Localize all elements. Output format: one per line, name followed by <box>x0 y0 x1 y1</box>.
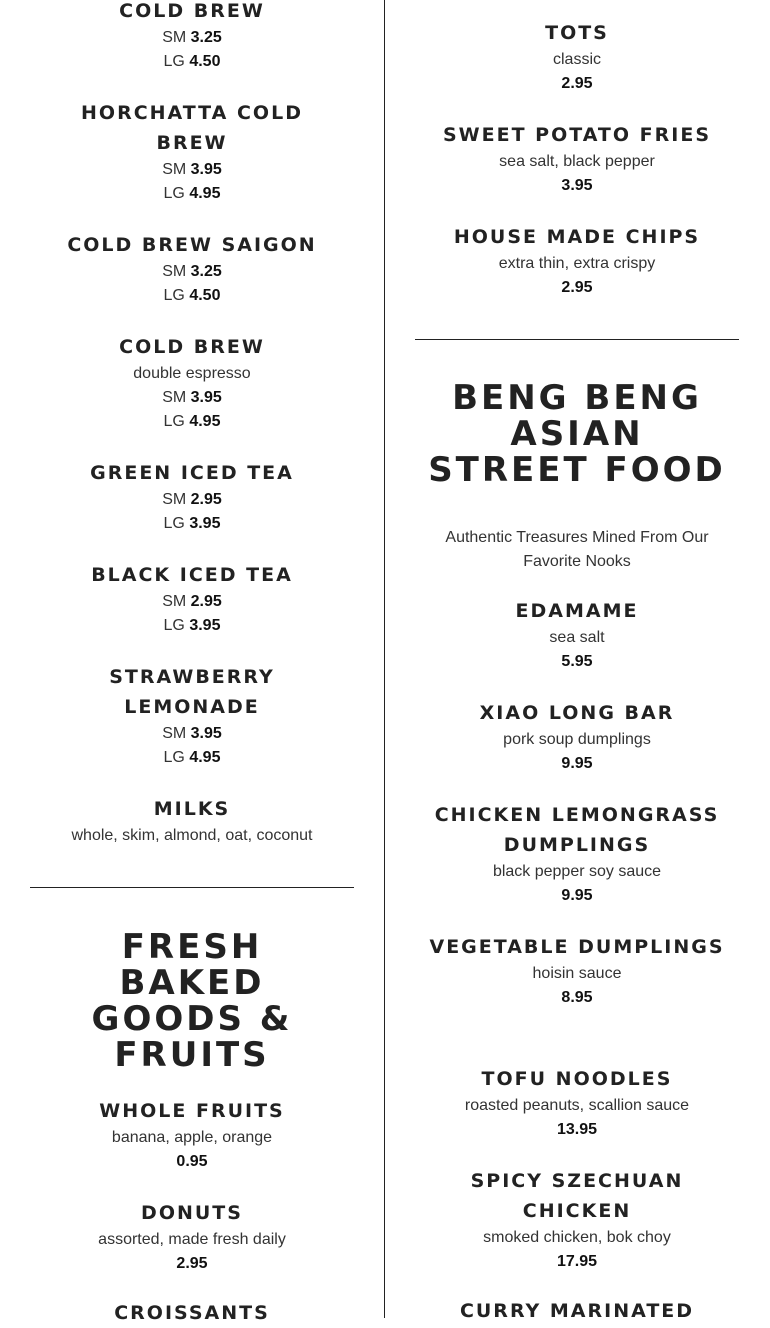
column-divider <box>384 0 385 1318</box>
size-price-row <box>30 410 354 434</box>
price-value: 17.95 <box>556 1253 598 1270</box>
size-label: LG <box>163 287 190 304</box>
menu-item <box>415 120 739 198</box>
menu-item <box>415 698 739 776</box>
menu-item <box>415 222 739 300</box>
size-price-row <box>30 590 354 614</box>
menu-item <box>30 560 354 638</box>
menu-item <box>415 1296 739 1326</box>
item-description: classic <box>552 51 601 68</box>
item-name: CURRY MARINATED <box>459 1300 695 1322</box>
item-name: XIAO LONG BAR <box>479 702 675 724</box>
item-name: HOUSE MADE CHIPS <box>453 226 701 248</box>
size-label: LG <box>163 53 190 70</box>
item-description: extra thin, extra crispy <box>498 255 656 272</box>
price <box>415 1250 739 1274</box>
price <box>415 276 739 300</box>
item-description: sea salt, black pepper <box>499 153 655 170</box>
price: 3.95 <box>190 389 222 406</box>
item-name: SWEET POTATO FRIES <box>442 124 712 146</box>
price-value: 9.95 <box>561 887 593 904</box>
size-label: LG <box>163 413 190 430</box>
menu-item <box>30 98 354 206</box>
menu-item <box>30 1198 354 1276</box>
price: 3.95 <box>190 161 222 178</box>
item-name: CROISSANTS <box>114 1302 270 1324</box>
item-description: sea salt <box>549 629 605 646</box>
price <box>415 884 739 908</box>
section-title: FRESH BAKED GOODS & FRUITS <box>91 927 293 1075</box>
size-price-row <box>30 722 354 746</box>
size-label: LG <box>163 515 190 532</box>
item-description: black pepper soy sauce <box>492 863 662 880</box>
item-name: WHOLE FRUITS <box>99 1100 285 1122</box>
item-name: GREEN ICED TEA <box>90 462 294 484</box>
price <box>30 1252 354 1276</box>
size-price-row <box>30 284 354 308</box>
price <box>415 1118 739 1142</box>
price-value: 3.95 <box>561 177 593 194</box>
item-name: VEGETABLE DUMPLINGS <box>429 936 725 958</box>
item-name: SPICY SZECHUAN CHICKEN <box>470 1170 684 1222</box>
item-description: roasted peanuts, scallion sauce <box>464 1097 690 1114</box>
menu-item <box>30 230 354 308</box>
price-value: 8.95 <box>561 989 593 1006</box>
menu-item <box>30 1298 354 1328</box>
size-label: LG <box>163 617 190 634</box>
price: 4.95 <box>189 749 221 766</box>
item-description: pork soup dumplings <box>503 731 651 748</box>
item-name: COLD BREW SAIGON <box>67 234 317 256</box>
price <box>415 752 739 776</box>
item-description: whole, skim, almond, oat, coconut <box>71 827 313 844</box>
price <box>415 174 739 198</box>
item-description: double espresso <box>133 365 251 382</box>
menu-item <box>415 596 739 674</box>
item-name: STRAWBERRY LEMONADE <box>109 666 275 718</box>
item-description: hoisin sauce <box>532 965 622 982</box>
menu-item <box>30 1096 354 1174</box>
menu-item <box>415 18 739 96</box>
size-price-row <box>30 26 354 50</box>
left-section-divider <box>30 887 354 888</box>
price <box>415 986 739 1010</box>
price: 3.95 <box>190 725 222 742</box>
item-name: HORCHATTA COLD BREW <box>81 102 303 154</box>
size-label: SM <box>162 389 191 406</box>
price <box>415 72 739 96</box>
menu-item <box>415 932 739 1010</box>
item-name: BLACK ICED TEA <box>91 564 293 586</box>
size-price-row <box>30 614 354 638</box>
size-price-row <box>30 182 354 206</box>
price-value: 2.95 <box>561 75 593 92</box>
item-name: COLD BREW <box>119 336 265 358</box>
size-price-row <box>30 746 354 770</box>
size-label: SM <box>162 161 191 178</box>
item-description: banana, apple, orange <box>111 1129 273 1146</box>
price: 3.25 <box>190 29 222 46</box>
price: 2.95 <box>190 593 222 610</box>
price: 3.95 <box>189 515 221 532</box>
size-label: SM <box>162 491 191 508</box>
price-value: 5.95 <box>561 653 593 670</box>
menu-item <box>30 662 354 770</box>
size-price-row <box>30 386 354 410</box>
menu-item <box>415 1166 739 1274</box>
item-description: assorted, made fresh daily <box>98 1231 286 1248</box>
menu-item <box>30 332 354 434</box>
price-value: 9.95 <box>561 755 593 772</box>
price-value: 2.95 <box>176 1255 208 1272</box>
price-value: 0.95 <box>176 1153 208 1170</box>
price: 2.95 <box>190 491 222 508</box>
price: 4.95 <box>189 413 221 430</box>
size-label: SM <box>162 725 191 742</box>
price: 4.95 <box>189 185 221 202</box>
price: 3.25 <box>190 263 222 280</box>
price: 4.50 <box>189 53 221 70</box>
item-name: CHICKEN LEMONGRASS DUMPLINGS <box>434 804 720 856</box>
size-label: SM <box>162 29 191 46</box>
size-price-row <box>30 260 354 284</box>
right-section-divider <box>415 339 739 340</box>
menu-item <box>415 1064 739 1142</box>
price: 4.50 <box>189 287 221 304</box>
price: 3.95 <box>189 617 221 634</box>
item-name: MILKS <box>153 798 231 820</box>
right-column <box>415 0 739 1322</box>
item-name: TOFU NOODLES <box>481 1068 673 1090</box>
size-label: LG <box>163 185 190 202</box>
size-price-row <box>30 512 354 536</box>
item-description: smoked chicken, bok choy <box>483 1229 671 1246</box>
item-name: COLD BREW <box>119 0 265 22</box>
price-value: 13.95 <box>556 1121 598 1138</box>
menu-item <box>415 800 739 908</box>
menu-item <box>30 794 354 848</box>
section-subtitle: Authentic Treasures Mined From Our Favorite Nooks <box>445 529 709 570</box>
size-price-row <box>30 50 354 74</box>
price <box>30 1150 354 1174</box>
menu-item <box>30 0 354 74</box>
item-name: DONUTS <box>141 1202 243 1224</box>
size-price-row <box>30 158 354 182</box>
size-label: SM <box>162 593 191 610</box>
price-value: 2.95 <box>561 279 593 296</box>
left-column <box>30 0 354 1324</box>
section-title: BENG BENG ASIAN STREET FOOD <box>428 378 726 490</box>
item-name: EDAMAME <box>515 600 639 622</box>
size-price-row <box>30 488 354 512</box>
size-label: LG <box>163 749 190 766</box>
price <box>415 650 739 674</box>
menu-item <box>30 458 354 536</box>
size-label: SM <box>162 263 191 280</box>
item-name: TOTS <box>545 22 609 44</box>
